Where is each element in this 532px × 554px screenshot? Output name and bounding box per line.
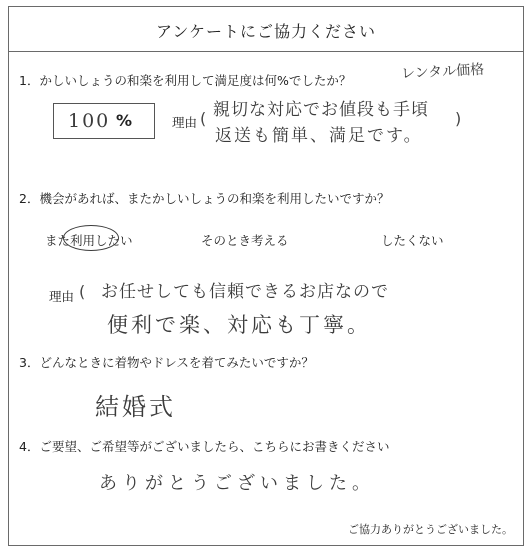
- q1-reason-close-paren: ): [455, 109, 462, 128]
- q1-handwritten-reason-line-1: 親切な対応でお値段も手頃: [213, 100, 429, 120]
- question-4: 4．ご要望、ご希望等がございましたら、こちらにお書きください: [19, 439, 390, 454]
- survey-title: アンケートにご協力ください: [155, 22, 377, 41]
- satisfaction-percent-value: 100: [68, 110, 111, 132]
- q2-handwritten-reason-line-1: お任せしても信頼できるお店なので: [101, 282, 389, 302]
- question-1: 1．かしいしょうの和楽を利用して満足度は何%でしたか？: [19, 73, 352, 88]
- survey-sheet: [8, 6, 524, 546]
- q2-option-no[interactable]: したくない: [381, 233, 444, 248]
- q1-reason-open-paren: (: [200, 109, 207, 128]
- q2-reason-open-paren: (: [79, 282, 86, 301]
- title-divider: [9, 51, 523, 52]
- q1-handwritten-reason-line-2: 返送も簡単、満足です。: [215, 126, 423, 146]
- q2-handwritten-reason-line-2: 便利で楽、対応も丁寧。: [107, 313, 371, 337]
- q1-handwritten-note: レンタル価格: [400, 61, 485, 83]
- q3-handwritten-answer: 結婚式: [95, 393, 176, 421]
- thank-you-footer: ご協力ありがとうございました。: [348, 523, 513, 536]
- q2-option-consider[interactable]: そのとき考える: [201, 233, 289, 248]
- q2-selected-circle: [63, 225, 119, 251]
- q4-handwritten-answer: ありがとうございました。: [99, 473, 375, 494]
- satisfaction-percent-box[interactable]: [53, 103, 155, 139]
- q2-option-again[interactable]: また利用したい: [45, 233, 133, 248]
- q2-reason-label: 理由: [49, 289, 75, 304]
- q1-reason-label: 理由: [172, 115, 198, 130]
- question-3: 3．どんなときに着物やドレスを着てみたいですか？: [19, 355, 314, 370]
- question-2: 2．機会があれば、またかしいしょうの和楽を利用したいですか？: [19, 191, 390, 206]
- percent-unit: %: [116, 111, 133, 130]
